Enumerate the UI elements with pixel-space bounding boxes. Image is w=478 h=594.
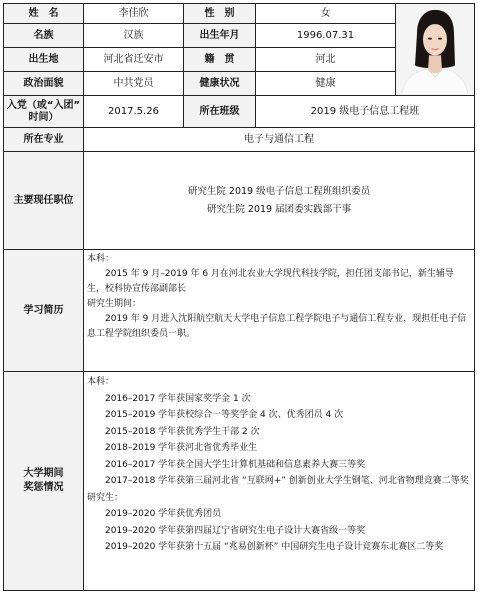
join-date-label [4, 96, 84, 128]
study-grad-heading: 研究生期间： [87, 299, 142, 309]
awards-content [84, 372, 474, 590]
awards-label [4, 372, 84, 590]
health-label: 健康状况 [184, 72, 256, 96]
study-history-label: 学习简历 [4, 250, 84, 372]
award-item: 2016–2017 学年获国家奖学金 1 次 [105, 393, 251, 404]
positions-label: 主要现任职位 [4, 152, 84, 250]
birthplace-value: 河北省迁安市 [84, 48, 184, 72]
major-label: 所在专业 [4, 128, 84, 152]
award-item: 2015–2019 学年获校综合一等奖学金 4 次、优秀团员 4 次 [105, 410, 344, 420]
awards-grad-heading: 研究生： [87, 492, 124, 503]
join-date-value: 2017.5.26 [84, 96, 184, 128]
award-item: 2019–2020 学年获第十五届 “兆易创新杯” 中国研究生电子设计竞赛东北赛区二等奖 [105, 542, 444, 552]
awards-label-line2: 奖惩情况 [23, 482, 64, 493]
native-place-label: 籍 贯 [184, 48, 256, 72]
study-history-content [84, 250, 474, 372]
gender-value: 女 [256, 4, 396, 24]
join-date-label-line1: 入党（或“入团” [6, 99, 81, 111]
award-item: 2016–2017 学年获全国大学生计算机基础和信息素养大赛三等奖 [105, 459, 366, 470]
major-value: 电子与通信工程 [84, 128, 474, 152]
study-undergrad-heading: 本科： [87, 254, 115, 264]
class-label: 所在班级 [184, 96, 256, 128]
portrait-photo-icon [396, 4, 474, 95]
award-item: 2019–2020 学年获优秀团员 [105, 509, 222, 519]
study-grad-text: 2019 年 9 月进入沈阳航空航天大学电子信息工程学院电子与通信工程专业，现担任电子信息工程学院组织委员一职。 [87, 314, 467, 339]
name-value: 李佳欣 [84, 4, 184, 24]
study-undergrad-text: 2015 年 9 月–2019 年 6 月在河北农业大学现代科技学院，担任团支部书记，新生辅导生，校科协宣传部副部长 [87, 269, 454, 294]
birthplace-label: 出生地 [4, 48, 84, 72]
name-label: 姓 名 [4, 4, 84, 24]
awards-label-line1: 大学期间 [23, 468, 64, 479]
political-status-value: 中共党员 [84, 72, 184, 96]
awards-undergrad-heading: 本科： [87, 377, 115, 387]
resume-table [3, 3, 475, 591]
birth-value: 1996.07.31 [256, 24, 396, 48]
native-place-value: 河北 [256, 48, 396, 72]
award-item: 2019–2020 学年获第四届辽宁省研究生电子设计大赛省级一等奖 [105, 525, 366, 536]
political-status-label: 政治面貌 [4, 72, 84, 96]
gender-label: 性 别 [184, 4, 256, 24]
award-item: 2018–2019 学年获河北省优秀毕业生 [105, 443, 258, 453]
position-item: 研究生院 2019 届团委实践部干事 [206, 203, 352, 215]
position-item: 研究生院 2019 级电子信息工程班组织委员 [187, 185, 371, 197]
portrait-photo [396, 4, 474, 96]
ethnicity-value: 汉族 [84, 24, 184, 48]
health-value: 健康 [256, 72, 396, 96]
birth-label: 出生年月 [184, 24, 256, 48]
join-date-label-line2: 时间） [28, 111, 59, 123]
award-item: 2015–2018 学年获优秀学生干部 2 次 [105, 426, 260, 437]
positions-content [84, 152, 474, 250]
award-item: 2017–2018 学年获第三届河北省 “互联网+” 创新创业大学生钢笔、河北省物理竞赛二等奖 [105, 476, 469, 486]
class-value: 2019 级电子信息工程班 [256, 96, 474, 128]
ethnicity-label: 名族 [4, 24, 84, 48]
